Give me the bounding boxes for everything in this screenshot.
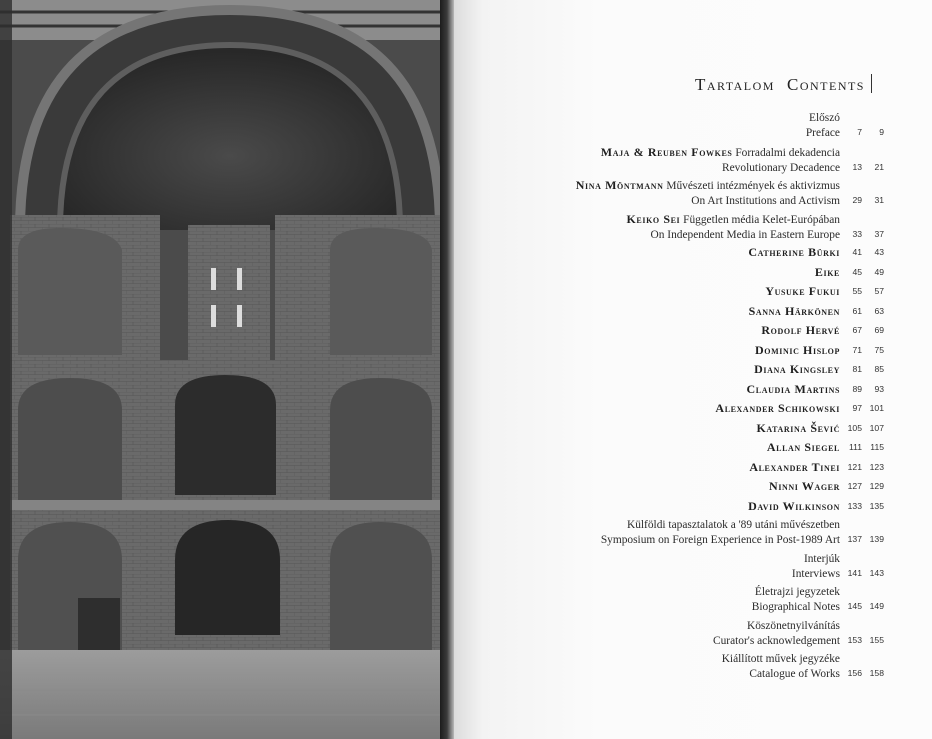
toc-entry-text xyxy=(626,212,840,243)
toc-title-text: Biographical Notes xyxy=(751,601,840,613)
toc-title-hungarian xyxy=(752,585,840,600)
toc-entry xyxy=(767,440,914,456)
toc-title-hungarian xyxy=(601,518,840,533)
toc-author: Ninni Wager xyxy=(769,479,840,493)
toc-title-text: Curator's acknowledgement xyxy=(713,634,840,647)
page-number-english: 85 xyxy=(874,364,884,374)
toc-entry-text xyxy=(601,518,840,548)
toc-page-numbers xyxy=(840,304,914,320)
toc-entry-text xyxy=(748,499,840,515)
page-number-english: 69 xyxy=(874,325,884,335)
toc-page-numbers xyxy=(840,599,914,615)
toc-entry xyxy=(713,619,914,649)
toc-entry-text xyxy=(754,362,840,378)
toc-title-text: Symposium on Foreign Experience in Post-1989 Art xyxy=(600,534,840,546)
toc-page-numbers xyxy=(840,245,914,261)
toc-page-numbers xyxy=(840,193,914,209)
toc-title-text: Független média Kelet-Európában xyxy=(683,213,840,226)
toc-page-numbers xyxy=(840,382,914,398)
toc-entry xyxy=(601,145,914,176)
toc-entry-text xyxy=(749,460,840,476)
page-number-hungarian: 45 xyxy=(852,266,862,277)
toc-title-text: Interviews xyxy=(791,567,840,580)
toc-entry-text xyxy=(713,619,840,649)
toc-entry-text xyxy=(806,111,840,141)
toc-title-english xyxy=(722,667,840,682)
contents-page xyxy=(454,0,932,739)
page-number-hungarian: 153 xyxy=(847,634,862,645)
page-number-english: 37 xyxy=(874,228,884,239)
toc-entry xyxy=(715,401,914,417)
toc-page-numbers xyxy=(840,323,914,339)
toc-entry xyxy=(749,304,914,320)
page-number-hungarian: 111 xyxy=(848,442,862,452)
toc-page-numbers xyxy=(840,421,914,437)
toc-entry-text xyxy=(815,265,840,281)
page-number-english: 101 xyxy=(869,403,884,413)
toc-title-hungarian xyxy=(713,619,840,634)
toc-author: Alexander Schikowski xyxy=(715,401,840,415)
toc-entry xyxy=(756,421,914,437)
toc-entry-text xyxy=(747,382,841,398)
toc-title-text: On Independent Media in Eastern Europe xyxy=(650,228,840,241)
toc-entry-text xyxy=(752,585,840,615)
heading-english: Contents xyxy=(786,75,865,94)
page-number-hungarian: 71 xyxy=(852,344,862,355)
toc-page-numbers xyxy=(840,343,914,359)
toc-entry-text xyxy=(767,440,840,456)
toc-author: Catherine Bürki xyxy=(748,245,840,259)
page-number-english: 135 xyxy=(869,500,884,511)
toc-page-numbers xyxy=(840,460,914,476)
toc-author: Katarina Šević xyxy=(756,420,840,435)
toc-title-text: Külföldi tapasztalatok a '89 utáni művészetben xyxy=(626,519,840,531)
toc-title-english xyxy=(713,634,840,649)
toc-author: Keiko Sei xyxy=(626,211,681,226)
toc-author: Sanna Härkönen xyxy=(748,303,840,318)
page-number-hungarian: 81 xyxy=(852,364,862,374)
toc-entry xyxy=(815,265,914,281)
toc-page-numbers xyxy=(840,532,914,548)
toc-title-text: Művészeti intézmények és aktivizmus xyxy=(666,180,840,192)
photo-page xyxy=(0,0,448,739)
toc-author: Allan Siegel xyxy=(766,440,840,454)
page-number-english: 9 xyxy=(879,127,884,137)
toc-entry xyxy=(765,284,914,300)
toc-title-text: Kiállított művek jegyzéke xyxy=(721,653,840,665)
toc-page-numbers xyxy=(840,566,914,582)
page-number-english: 43 xyxy=(874,247,884,257)
toc-author: Claudia Martins xyxy=(746,381,840,396)
page-number-hungarian: 121 xyxy=(847,461,862,472)
page-number-english: 123 xyxy=(869,461,884,472)
toc-entry xyxy=(754,362,914,378)
page-number-hungarian: 13 xyxy=(852,161,862,172)
page-number-hungarian: 29 xyxy=(852,195,862,205)
page-number-hungarian: 127 xyxy=(847,481,862,491)
toc-page-numbers xyxy=(840,265,914,281)
page-number-hungarian: 105 xyxy=(847,422,862,433)
page-number-english: 49 xyxy=(874,266,884,277)
toc-author: Dominic Hislop xyxy=(755,342,840,357)
toc-title-text: Catalogue of Works xyxy=(749,668,840,680)
toc-title-hungarian xyxy=(626,212,840,228)
toc-title-text: Előszó xyxy=(808,112,840,124)
toc-entry-text xyxy=(749,304,840,320)
toc-entry xyxy=(769,479,914,495)
page-number-hungarian: 145 xyxy=(847,601,862,611)
toc-title-text: Forradalmi dekadencia xyxy=(735,146,840,159)
toc-entry-text xyxy=(755,343,840,359)
page-number-english: 93 xyxy=(874,383,884,394)
page-number-hungarian: 137 xyxy=(847,534,862,544)
page-number-hungarian: 156 xyxy=(847,668,862,678)
toc-entry xyxy=(748,245,914,261)
toc-entry-text xyxy=(722,652,840,682)
church-ruin-photo xyxy=(0,0,448,739)
page-number-hungarian: 97 xyxy=(852,403,862,413)
toc-title-english xyxy=(601,161,840,176)
toc-title-english xyxy=(626,228,840,243)
toc-entry xyxy=(626,212,914,243)
toc-author: Eike xyxy=(814,264,840,279)
toc-title-english xyxy=(601,533,840,548)
page-number-hungarian: 7 xyxy=(857,127,862,137)
toc-title-text: Interjúk xyxy=(803,552,840,565)
toc-entry-text xyxy=(792,552,840,582)
page-number-hungarian: 55 xyxy=(852,286,862,296)
page-number-english: 149 xyxy=(869,601,884,611)
toc-title-english xyxy=(576,194,840,209)
page-number-english: 155 xyxy=(869,634,884,645)
toc-entry-text xyxy=(601,145,840,176)
page-number-english: 75 xyxy=(874,344,884,355)
toc-title-english xyxy=(752,600,840,615)
toc-entry xyxy=(747,382,915,398)
toc-entry xyxy=(576,178,914,209)
page-number-hungarian: 33 xyxy=(852,228,862,239)
toc-entry xyxy=(761,323,914,339)
page-number-english: 129 xyxy=(869,481,884,491)
toc-page-numbers xyxy=(840,499,914,515)
toc-title-text: On Art Institutions and Activism xyxy=(691,195,840,207)
toc-author: Maja & Reuben Fowkes xyxy=(600,144,733,159)
page-number-english: 139 xyxy=(869,534,884,544)
toc-author: Nina Möntmann xyxy=(575,178,664,192)
toc-title-hungarian xyxy=(722,652,840,667)
toc-entry-text xyxy=(765,284,840,300)
page-number-hungarian: 67 xyxy=(852,325,862,335)
heading-hungarian: Tartalom xyxy=(694,75,775,94)
toc-entry-text xyxy=(761,323,840,339)
toc-entry xyxy=(749,460,914,476)
toc-entry-text xyxy=(769,479,840,495)
toc-page-numbers xyxy=(840,479,914,495)
toc-author: David Wilkinson xyxy=(748,498,840,513)
toc-title-hungarian xyxy=(792,552,840,567)
toc-title-text: Köszönetnyilvánítás xyxy=(746,619,840,632)
toc-author: Diana Kingsley xyxy=(754,362,840,376)
toc-entry-text xyxy=(715,401,840,417)
toc-title-hungarian xyxy=(576,178,840,194)
toc-entry xyxy=(722,652,914,682)
toc-title-english xyxy=(806,126,840,141)
toc-entry-text xyxy=(576,178,840,209)
page-number-english: 115 xyxy=(870,442,884,452)
toc-page-numbers xyxy=(840,401,914,417)
toc-title-text: Revolutionary Decadence xyxy=(722,161,840,174)
toc-title-text: Életrajzi jegyzetek xyxy=(754,586,840,598)
toc-page-numbers xyxy=(840,160,914,176)
toc-page-numbers xyxy=(840,440,914,456)
toc-entry xyxy=(601,518,914,548)
page-number-english: 63 xyxy=(874,305,884,316)
toc-title-hungarian xyxy=(806,111,840,126)
toc-entry xyxy=(752,585,914,615)
toc-page-numbers xyxy=(840,666,914,682)
toc-author: Alexander Tinei xyxy=(749,459,840,474)
page-number-hungarian: 61 xyxy=(852,305,862,316)
toc-page-numbers xyxy=(840,633,914,649)
page-number-hungarian: 89 xyxy=(852,383,862,394)
toc-page-numbers xyxy=(840,227,914,243)
page-number-english: 21 xyxy=(874,161,884,172)
contents-heading xyxy=(695,74,872,95)
toc-entry-text xyxy=(748,245,840,261)
toc-entry-text xyxy=(756,421,840,437)
toc-title-hungarian xyxy=(601,145,840,161)
toc-entry xyxy=(748,499,914,515)
page-number-hungarian: 133 xyxy=(847,500,862,511)
page-number-english: 57 xyxy=(874,286,884,296)
page-number-english: 158 xyxy=(869,668,884,678)
toc-page-numbers xyxy=(840,284,914,300)
page-number-hungarian: 141 xyxy=(847,567,862,578)
page-number-english: 143 xyxy=(869,567,884,578)
toc-page-numbers xyxy=(840,362,914,378)
toc-title-text: Preface xyxy=(805,127,840,139)
toc-entry xyxy=(755,343,914,359)
page-number-hungarian: 41 xyxy=(852,247,862,257)
toc-title-english xyxy=(792,567,840,582)
toc-entry xyxy=(806,111,914,141)
toc-author: Yusuke Fukui xyxy=(765,284,840,298)
page-number-english: 31 xyxy=(874,195,884,205)
toc-author: Rodolf Hervé xyxy=(761,323,840,337)
toc-page-numbers xyxy=(840,125,914,141)
heading-rule xyxy=(871,74,872,93)
page-number-english: 107 xyxy=(869,422,884,433)
toc-entry xyxy=(792,552,914,582)
